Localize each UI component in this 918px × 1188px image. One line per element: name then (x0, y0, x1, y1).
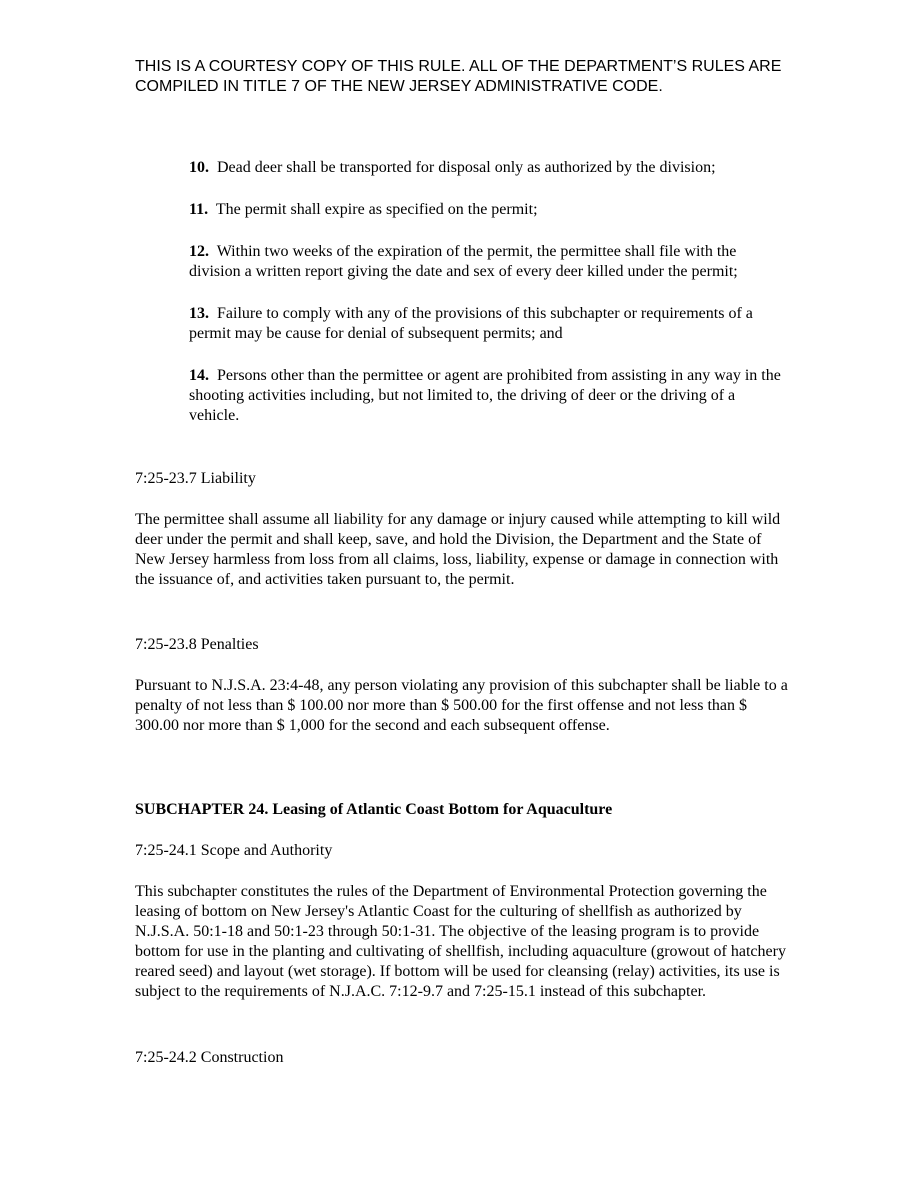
section-heading: 7:25-23.7 Liability (135, 470, 256, 487)
permit-conditions-list (189, 158, 789, 448)
list-item (189, 304, 789, 344)
courtesy-notice: THIS IS A COURTESY COPY OF THIS RULE. ALL OF THE DEPARTMENT’S RULES ARE COMPILED IN TITLE 7 OF THE NEW JERSEY ADMINISTRATIVE CODE. (135, 58, 782, 95)
section-heading: 7:25-24.1 Scope and Authority (135, 842, 333, 859)
list-item (189, 366, 789, 426)
penalties-section (135, 635, 790, 736)
section-body: Pursuant to N.J.S.A. 23:4-48, any person violating any provision of this subchapter shall be liable to a penalty of not less than $ 100.00 nor more than $ 500.00 for the first offense and not less than $ 300.00 nor more than $ 1,000 for the second and each subsequent offense. (135, 677, 788, 734)
subchapter-title: SUBCHAPTER 24. Leasing of Atlantic Coast Bottom for Aquaculture (135, 801, 613, 818)
list-item-text: Within two weeks of the expiration of the permit, the permittee shall file with the division a written report giving the date and sex of every deer killed under the permit; (189, 243, 738, 280)
list-item (189, 200, 789, 220)
list-item-number: 11. (189, 201, 209, 218)
list-item-number: 14. (189, 367, 209, 384)
list-item (189, 158, 789, 178)
construction-heading: 7:25-24.2 Construction (135, 1049, 284, 1066)
list-item (189, 242, 789, 282)
list-item-number: 13. (189, 305, 209, 322)
list-item-text: Persons other than the permittee or agent are prohibited from assisting in any way in the shooting activities including, but not limited to, the driving of deer or the driving of a vehicle. (189, 367, 781, 424)
list-item-text: Dead deer shall be transported for disposal only as authorized by the division; (217, 159, 716, 176)
list-item-number: 10. (189, 159, 209, 176)
list-item-text: The permit shall expire as specified on the permit; (215, 201, 538, 218)
section-body: The permittee shall assume all liability for any damage or injury caused while attempting to kill wild deer under the permit and shall keep, save, and hold the Division, the Department and the State of New Jersey harmless from loss from all claims, loss, liability, expense or damage in connection with the issuance of, and activities taken pursuant to, the permit. (135, 511, 781, 588)
section-body: This subchapter constitutes the rules of the Department of Environmental Protection governing the leasing of bottom on New Jersey's Atlantic Coast for the culturing of shellfish as authorized by N.J.S.A. 50:1-18 and 50:1-23 through 50:1-31. The objective of the leasing program is to provide bottom for use in the planting and cultivating of shellfish, including aquaculture (growout of hatchery reared seed) and layout (wet storage). If bottom will be used for cleansing (relay) activities, its use is subject to the requirements of N.J.A.C. 7:12-9.7 and 7:25-15.1 instead of this subchapter. (135, 883, 786, 1000)
liability-section (135, 469, 790, 590)
scope-section (135, 841, 790, 1002)
list-item-text: Failure to comply with any of the provisions of this subchapter or requirements of a permit may be cause for denial of subsequent permits; and (189, 305, 753, 342)
section-heading: 7:25-23.8 Penalties (135, 636, 259, 653)
list-item-number: 12. (189, 243, 209, 260)
